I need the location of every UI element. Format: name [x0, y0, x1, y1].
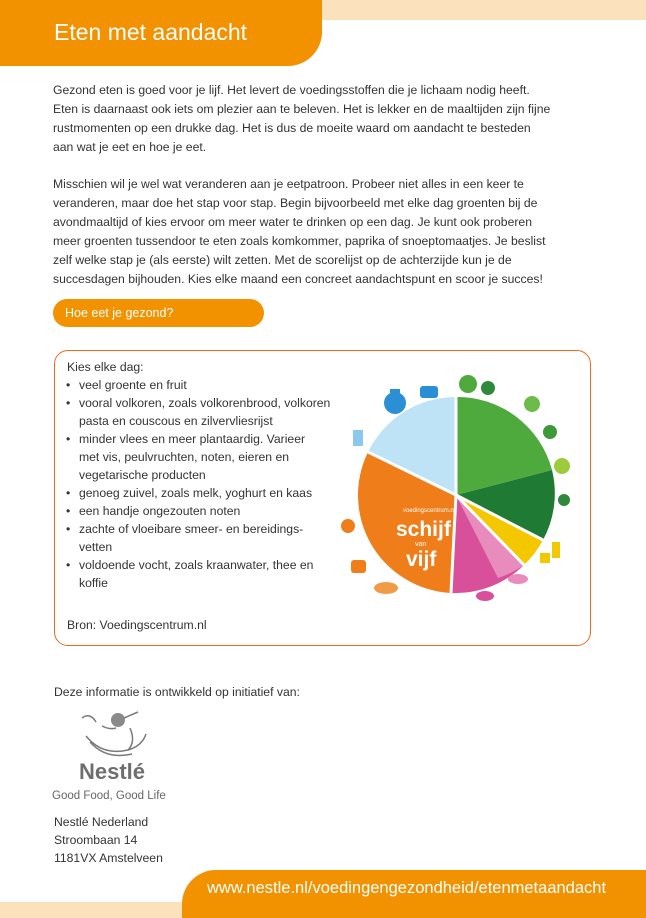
bullet: •: [66, 558, 71, 572]
section-heading-pill: Hoe eet je gezond?: [53, 299, 264, 327]
intro-paragraph-1: [53, 81, 598, 157]
bullet: •: [66, 486, 71, 500]
schijf-word: vijf: [406, 548, 437, 571]
teapot-icon: [384, 389, 406, 414]
list-item: [64, 556, 344, 592]
bullet: •: [66, 504, 71, 518]
list-item: [64, 520, 344, 556]
header-banner: [0, 0, 322, 66]
bullet: •: [66, 522, 71, 536]
schijf-van-vijf-illustration: [328, 370, 584, 620]
address-block: [54, 813, 163, 867]
list-item-line: zachte of vloeibare smeer- en bereidings-: [79, 522, 304, 536]
bullet: •: [66, 396, 71, 410]
intro-p2-line: avondmaaltijd of kies ervoor om meer water te drinken op een dag. Je kunt ook proberen: [53, 215, 532, 229]
nestle-wordmark: Nestlé: [79, 759, 146, 784]
address-line: Stroombaan 14: [54, 833, 138, 847]
intro-p1-line: rustmomenten op een drukke dag. Het is dus de moeite waard om aandacht te besteden: [53, 121, 531, 135]
intro-p2-line: zelf welke stap je (als eerste) wilt zetten. Met de scorelijst op de achterzijde kun je de: [53, 253, 512, 267]
list-item-line: vegetarische producten: [79, 468, 206, 482]
dairy-icon: [540, 542, 560, 563]
schijf-site-text: voedingscentrum.nl: [403, 508, 456, 514]
list-item-line: pasta en couscous en zilvervliesrijst: [79, 414, 273, 428]
intro-p1-line: Eten is daarnaast ook iets om plezier aan te beleven. Het is lekker en de maaltijden zijn fijne: [53, 102, 551, 116]
intro-paragraph-2: [53, 175, 598, 289]
list-item-line: vetten: [79, 540, 113, 554]
schijf-word: schijf: [396, 518, 451, 541]
schijf-word-small: van: [415, 541, 427, 548]
nest-icon: [82, 712, 146, 756]
list-item-line: vooral volkoren, zoals volkorenbrood, volkoren: [79, 396, 331, 410]
intro-p2-line: veranderen, maar doe het stap voor stap. Begin bijvoorbeeld met elke dag groenten bij de: [53, 196, 538, 210]
list-item: [64, 502, 344, 520]
advice-list: [64, 376, 344, 592]
cup-icon: [420, 386, 438, 398]
bullet: •: [66, 432, 71, 446]
address-line: Nestlé Nederland: [54, 815, 149, 829]
list-item-line: minder vlees en meer plantaardig. Varieer: [79, 432, 306, 446]
list-item-line: voldoende vocht, zoals kraanwater, thee en: [79, 558, 314, 572]
page-title: Eten met aandacht: [54, 19, 248, 45]
list-item-line: koffie: [79, 576, 108, 590]
list-item-line: een handje ongezouten noten: [79, 504, 241, 518]
list-item: [64, 376, 344, 394]
tagline: Good Food, Good Life: [52, 790, 166, 802]
nestle-logo: [72, 706, 172, 786]
source-line: Bron: Voedingscentrum.nl: [67, 618, 207, 632]
intro-p1-line: aan wat je eet en hoe je eet.: [53, 140, 207, 154]
advice-intro: Kies elke dag:: [67, 360, 144, 374]
list-item: [64, 394, 344, 430]
footer-url-link[interactable]: www.nestle.nl/voedingengezondheid/etenmetaandacht: [207, 879, 607, 897]
intro-p2-line: meer groenten tussendoor te eten zoals komkommer, paprika of snoeptomaatjes. Je beslist: [53, 234, 546, 248]
list-item-line: genoeg zuivel, zoals melk, yoghurt en kaas: [79, 486, 313, 500]
list-item: [64, 484, 344, 502]
intro-p1-line: Gezond eten is goed voor je lijf. Het levert de voedingsstoffen die je lichaam nodig heeft.: [53, 83, 530, 97]
credit-line: Deze informatie is ontwikkeld op initiatief van:: [54, 685, 300, 699]
intro-p2-line: succesdagen bijhouden. Kies elke maand een concreet aandachtspunt en scoor je succes!: [53, 272, 543, 286]
glass-icon: [353, 430, 363, 446]
list-item-line: met vis, peulvruchten, noten, eieren en: [79, 450, 290, 464]
address-line: 1181VX Amstelveen: [54, 851, 163, 865]
intro-p2-line: Misschien wil je wel wat veranderen aan je eetpatroon. Probeer niet alles in een keer te: [53, 177, 524, 191]
list-item-line: veel groente en fruit: [79, 378, 187, 392]
bullet: •: [66, 378, 71, 392]
list-item: [64, 430, 344, 484]
